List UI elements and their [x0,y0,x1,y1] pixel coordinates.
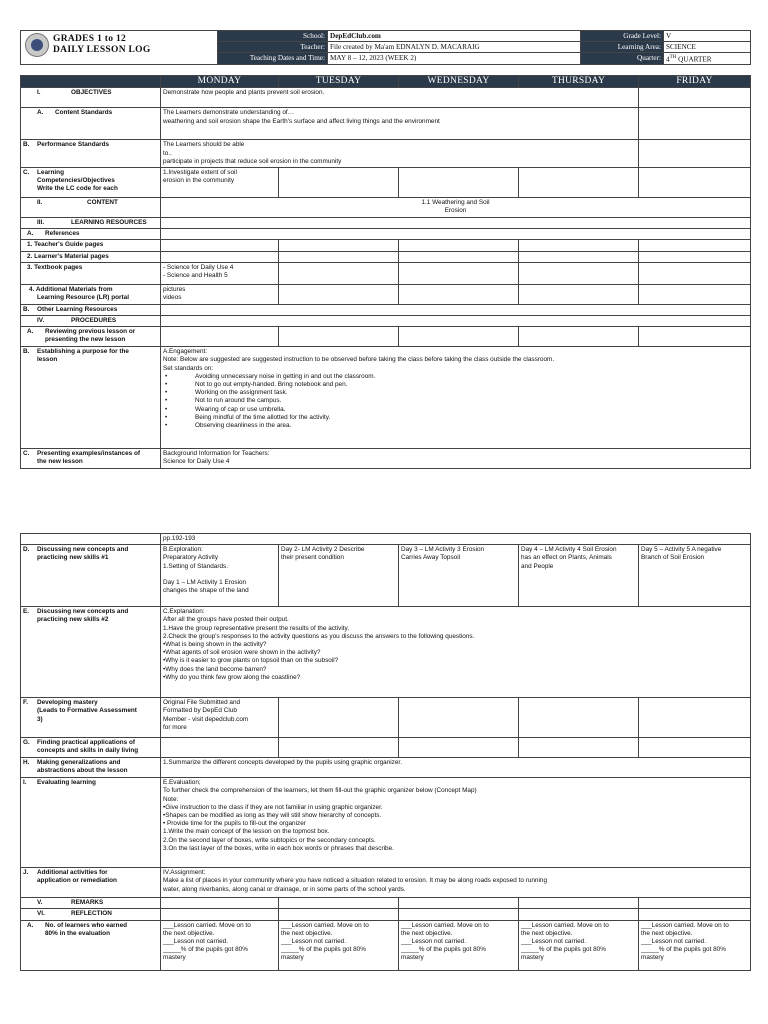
explanation-text: C.Explanation: After all the groups have posted their output. 1.Have the group representative present the results of the activity. 2.Check the group's responses to the activity questions as you discuss the answers to the following questions. •What is being shown in the activity? •What agents of soil erosion were shown in the activity? •Why is it easier to grow plants on topsoil than on the subsoil? •Why does the land become barren? •Why do you think few grow along the coastline? [161,607,751,698]
content-label: II. CONTENT [21,198,161,218]
additional-materials-label: 4. Additional Materials from Learning Resource (LR) portal [21,284,161,304]
day-friday: FRIDAY [639,76,751,88]
dll-table-page1 [20,75,751,469]
performance-standards-label: B. Performance Standards [21,140,161,168]
developing-mastery-label: F. Developing mastery (Leads to Formative Assessment 3) [21,698,161,738]
content-text: 1.1 Weathering and Soil Erosion [161,198,751,218]
eval-checklist-monday: ___Lesson carried. Move on to the next objective. ___Lesson not carried. _____% of the pupils got 80% mastery [161,920,279,970]
learning-competencies-text: 1.Investigate extent of soil erosion in the community [161,168,279,198]
learners-80-label: A. No. of learners who earned 80% in the evaluation [21,920,161,970]
header-table [20,30,751,65]
monday-activity: B.Exploration: Preparatory Activity 1.Setting of Standards. Day 1 – LM Activity 1 Erosion changes the shape of the land [161,545,279,607]
day-monday: MONDAY [161,76,279,88]
procedures-label: IV. PROCEDURES [21,316,161,327]
dates-value: MAY 8 – 12, 2023 (WEEK 2) [328,53,581,65]
objectives-text: Demonstrate how people and plants prevent soil erosion. [161,88,639,108]
friday-activity: Day 5 – Activity 5 A negative Branch of Soil Erosion [639,545,751,607]
list-item: • Being mindful of the time allotted for the activity. [163,414,748,422]
page-1 [20,30,750,469]
list-item: • Not to run around the campus. [163,397,748,405]
thursday-activity: Day 4 – LM Activity 4 Soil Erosion has an effect on Plants, Animals and People [519,545,639,607]
teacher-value: File created by Ma'am EDNALYN D. MACARAIG [328,42,581,53]
presenting-examples-text: Background Information for Teachers: Science for Daily Use 4 [161,449,751,469]
textbook-text: - Science for Daily Use 4 - Science and Health 5 [161,262,279,284]
practical-applications-label: G. Finding practical applications of concepts and skills in daily living [21,738,161,758]
performance-standards-text: The Learners should be able to.. participate in projects that reduce soil erosion in the community [161,140,639,168]
day-thursday: THURSDAY [519,76,639,88]
generalizations-label: H. Making generalizations and abstractions about the lesson [21,758,161,778]
eval-checklist-friday: ___Lesson carried. Move on to the next objective. ___Lesson not carried. _____% of the pupils got 80% mastery [639,920,751,970]
list-item: • Not to go out empty-handed. Bring notebook and pen. [163,381,748,389]
dll-title: DAILY LESSON LOG [53,45,151,55]
references-label: A. References [21,229,161,240]
eval-checklist-tuesday: ___Lesson carried. Move on to the next objective. ___Lesson not carried. _____% of the pupils got 80% mastery [279,920,399,970]
eval-checklist-wednesday: ___Lesson carried. Move on to the next objective. ___Lesson not carried. _____% of the pupils got 80% mastery [399,920,519,970]
day-wednesday: WEDNESDAY [399,76,519,88]
grade-value: V [664,31,751,42]
area-value: SCIENCE [664,42,751,53]
additional-activities-label: J. Additional activities for application or remediation [21,868,161,898]
list-item: • Wearing of cap or use umbrella. [163,406,748,414]
objectives-label: I. OBJECTIVES [21,88,161,108]
reflection-label: VI. REFLECTION [21,909,161,920]
learners-material-label: 2. Learner's Material pages [21,251,161,262]
logo-cell [21,31,218,65]
teacher-label: Teacher: [218,42,328,53]
eval-checklist-thursday: ___Lesson carried. Move on to the next objective. ___Lesson not carried. _____% of the pupils got 80% mastery [519,920,639,970]
presenting-examples-label: C. Presenting examples/instances of the new lesson [21,449,161,469]
list-item: • Working on the assignment task. [163,389,748,397]
school-label: School: [218,31,328,42]
generalizations-text: 1.Summarize the different concepts developed by the pupils using graphic organizer. [161,758,751,778]
evaluation-text: E.Evaluation; To further check the comprehension of the learners, let them fill-out the graphic organizer below (Concept Map) Note: •Give instruction to the class if they are not familiar in using graphic organizer. •Shapes can be modified as long as they will still show hierarchy of concepts. • Provide time for the pupils to fill-out the organizer 1.Write the main concept of the lesson on the topmost box. 2.On the second layer of boxes, write subtopics or the secondary concepts. 3.On the last layer of the boxes, write in each box words or phrases that describe. [161,778,751,868]
evaluating-label: I. Evaluating learning [21,778,161,868]
blank-header [21,76,161,88]
area-label: Learning Area: [581,42,664,53]
developing-mastery-text: Original File Submitted and Formatted by DepEd Club Member - visit depedclub.com for more [161,698,279,738]
engagement-text: A.Engagement: Note: Below are suggested are suggested instruction to be observed before taking the class before taking the class outside the classroom. Set standards on: • Avoiding unnecessary noise in getting in and out the classroom. • Not to go out empty-handed. Bring notebook and pen. • Working on the assignment task. • Not to run around the campus. • Wearing of cap or use umbrella. • Being mindful of the time allotted for the activity. • Observing cleanliness in the area. [161,347,751,449]
quarter-value: 4TH QUARTER [664,53,751,65]
school-value: DepEdClub.com [328,31,581,42]
page-2 [20,533,750,971]
day-header-row [21,76,751,88]
grade-label: Grade Level: [581,31,664,42]
discussing-1-label: D. Discussing new concepts and practicing new skills #1 [21,545,161,607]
additional-materials-text: pictures videos [161,284,279,304]
list-item: • Observing cleanliness in the area. [163,422,748,430]
dates-label: Teaching Dates and Time: [218,53,328,65]
grades-title: GRADES 1 to 12 [53,34,127,44]
quarter-label: Quarter: [581,53,664,65]
remarks-label: V. REMARKS [21,898,161,909]
wednesday-activity: Day 3 – LM Activity 3 Erosion Carries Away Topsoil [399,545,519,607]
day-tuesday: TUESDAY [279,76,399,88]
standards-list [163,373,748,430]
list-item: • Avoiding unnecessary noise in getting in and out the classroom. [163,373,748,381]
other-resources-label: B. Other Learning Resources [21,304,161,315]
dll-table-page2 [20,533,751,971]
page-reference: pp.192-193 [161,534,751,545]
establishing-purpose-label: B. Establishing a purpose for the lesson [21,347,161,449]
textbook-label: 3. Textbook pages [21,262,161,284]
reviewing-label: A. Reviewing previous lesson or presenting the new lesson [21,327,161,347]
content-standards-label: A. Content Standards [21,108,161,140]
assignment-text: IV.Assignment: Make a list of places in your community where you have noticed a situation related to erosion. It may be along roads exposed to running water, along riverbanks, along canal or drainage, or in some parts of the school yards. [161,868,751,898]
tuesday-activity: Day 2- LM Activity 2 Describe their present condition [279,545,399,607]
content-standards-text: The Learners demonstrate understanding of… weathering and soil erosion shape the Earth's surface and affect living things and the environment [161,108,639,140]
deped-seal-icon [25,33,49,57]
discussing-2-label: E. Discussing new concepts and practicing new skills #2 [21,607,161,698]
learning-competencies-label: C. Learning Competencies/Objectives Write the LC code for each [21,168,161,198]
learning-resources-label: III. LEARNING RESOURCES [21,218,161,229]
teachers-guide-label: 1. Teacher's Guide pages [21,240,161,251]
